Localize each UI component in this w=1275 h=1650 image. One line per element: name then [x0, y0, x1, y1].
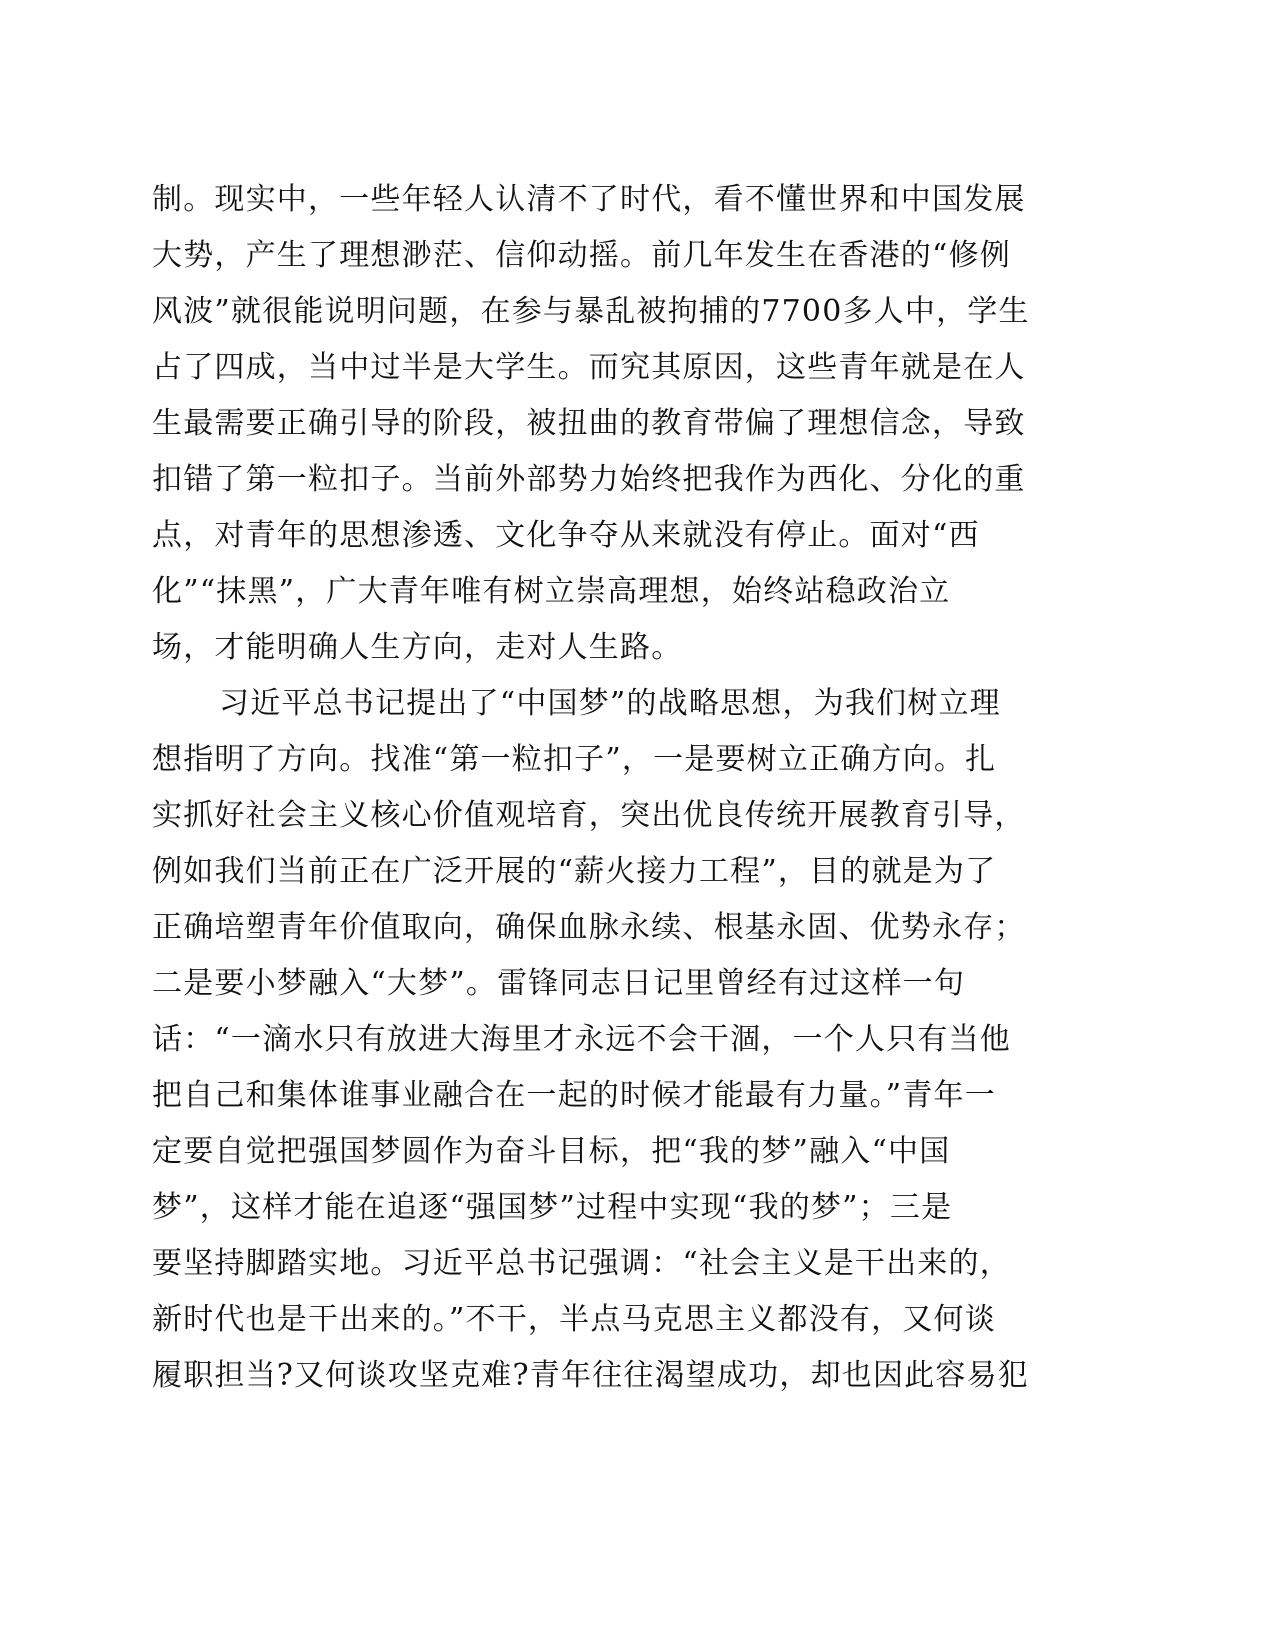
text-line: 扣错了第一粒扣子。当前外部势力始终把我作为西化、分化的重: [152, 462, 1026, 497]
paragraph-first-line: 习近平总书记提出了“中国梦”的战略思想，为我们树立理: [219, 686, 1001, 721]
text-line: 点，对青年的思想渗透、文化争夺从来就没有停止。面对“西: [152, 518, 980, 553]
text-line: 生最需要正确引导的阶段，被扭曲的教育带偏了理想信念，导致: [152, 406, 1026, 441]
text-line: 把自己和集体谁事业融合在一起的时候才能最有力量。”青年一: [152, 1078, 996, 1113]
text-line: 想指明了方向。找准“第一粒扣子”，一是要树立正确方向。扎: [152, 742, 997, 777]
text-line: 化”“抹黑”，广大青年唯有树立崇高理想，始终站稳政治立: [152, 574, 951, 609]
text-line: 履职担当?又何谈攻坚克难?青年往往渴望成功，却也因此容易犯: [152, 1358, 1029, 1393]
text-line: 场，才能明确人生方向，走对人生路。: [152, 630, 683, 665]
text-line: 实抓好社会主义核心价值观培育，突出优良传统开展教育引导，: [152, 798, 1026, 833]
text-line: 占了四成，当中过半是大学生。而究其原因，这些青年就是在人: [152, 350, 1026, 385]
text-line: 要坚持脚踏实地。习近平总书记强调：“社会主义是干出来的，: [152, 1246, 1011, 1281]
text-line: 制。现实中，一些年轻人认清不了时代，看不懂世界和中国发展: [152, 182, 1026, 217]
text-line: 梦”，这样才能在追逐“强国梦”过程中实现“我的梦”；三是: [152, 1190, 953, 1225]
text-line: 定要自觉把强国梦圆作为奋斗目标，把“我的梦”融入“中国: [152, 1134, 951, 1169]
text-line: 话：“一滴水只有放进大海里才永远不会干涸，一个人只有当他: [152, 1022, 1011, 1057]
text-line: 风波”就很能说明问题，在参与暴乱被拘捕的7700多人中，学生: [152, 294, 1030, 329]
text-line: 例如我们当前正在广泛开展的“薪火接力工程”，目的就是为了: [152, 854, 997, 889]
text-line: 新时代也是干出来的。”不干，半点马克思主义都没有，又何谈: [152, 1302, 996, 1337]
text-line: 正确培塑青年价值取向，确保血脉永续、根基永固、优势永存；: [152, 910, 1026, 945]
text-line: 大势，产生了理想渺茫、信仰动摇。前几年发生在香港的“修例: [152, 238, 1011, 273]
text-line: 二是要小梦融入“大梦”。雷锋同志日记里曾经有过这样一句: [152, 966, 966, 1001]
